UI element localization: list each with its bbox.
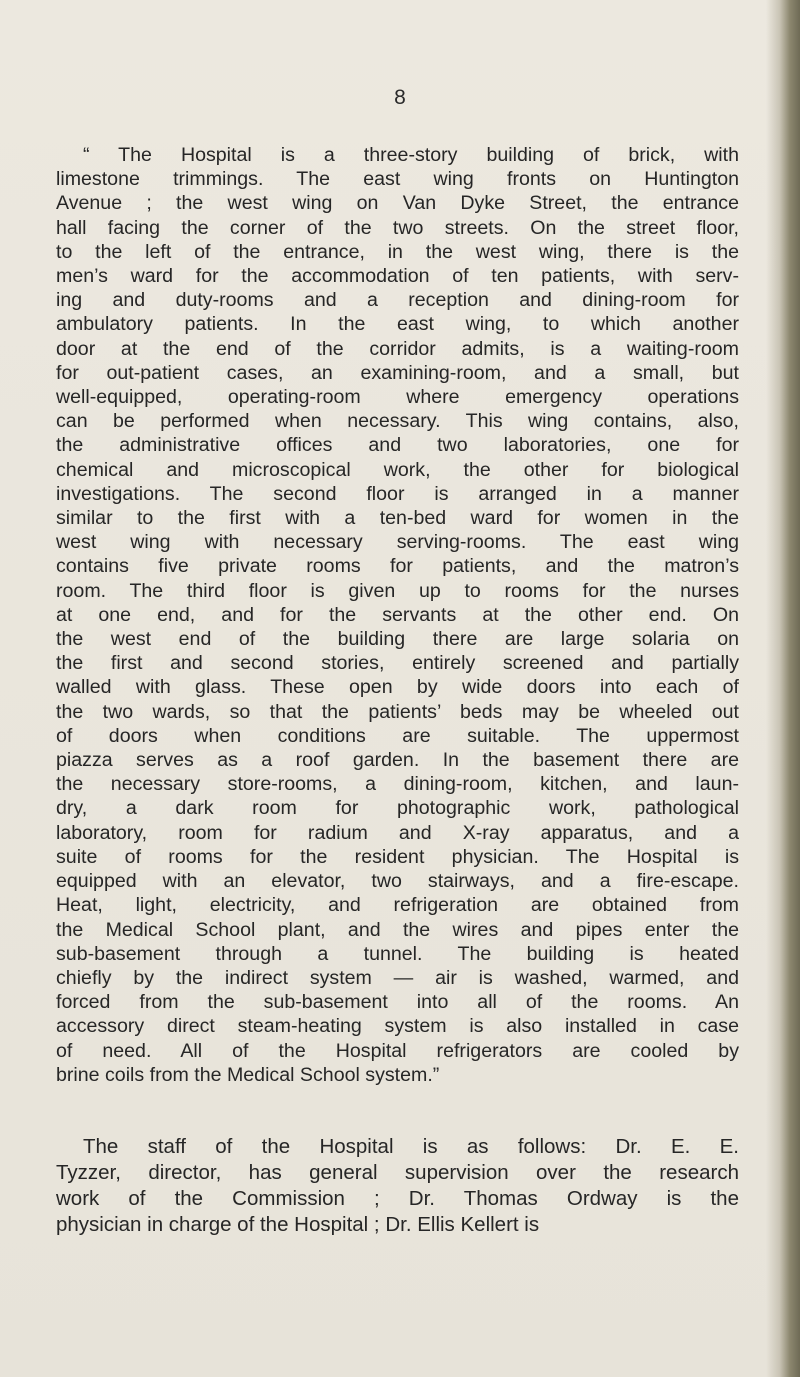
text-line: chemical and microscopical work, the other for biological: [56, 458, 739, 481]
page-number: 8: [394, 86, 406, 109]
text-line: of doors when conditions are suitable. The uppermost: [56, 724, 739, 747]
text-line: Heat, light, electricity, and refrigeration are obtained from: [56, 894, 739, 917]
text-line: brine coils from the Medical School system.”: [56, 1063, 440, 1086]
text-line: to the left of the entrance, in the west wing, there is the: [56, 240, 739, 263]
text-line: chiefly by the indirect system — air is washed, warmed, and: [56, 966, 739, 989]
text-line: the Medical School plant, and the wires and pipes enter the: [56, 918, 739, 941]
text-line: men’s ward for the accommodation of ten patients, with serv-: [56, 265, 739, 288]
text-line: dry, a dark room for photographic work, pathological: [56, 797, 739, 820]
text-line: The staff of the Hospital is as follows: Dr. E. E.: [83, 1135, 739, 1158]
text-line: sub-basement through a tunnel. The building is heated: [56, 942, 739, 965]
text-line: the administrative offices and two laboratories, one for: [56, 434, 739, 457]
text-line: room. The third floor is given up to rooms for the nurses: [56, 579, 739, 602]
page-edge-shadow: [766, 0, 800, 1377]
text-line: “ The Hospital is a three-story building of brick, with: [83, 144, 739, 166]
text-line: Tyzzer, director, has general supervision over the research: [56, 1161, 739, 1184]
text-line: for out-patient cases, an examining-room, and a small, but: [56, 361, 739, 384]
text-line: limestone trimmings. The east wing fronts on Huntington: [56, 168, 739, 191]
text-line: the first and second stories, entirely screened and partially: [56, 652, 739, 675]
text-line: Avenue ; the west wing on Van Dyke Street, the entrance: [56, 192, 739, 215]
text-line: well-equipped, operating-room where emergency operations: [56, 386, 739, 409]
text-line: laboratory, room for radium and X-ray apparatus, and a: [56, 821, 739, 844]
text-line: west wing with necessary serving-rooms. The east wing: [56, 531, 739, 554]
text-line: can be performed when necessary. This wing contains, also,: [56, 410, 739, 433]
text-line: investigations. The second floor is arranged in a manner: [56, 482, 739, 505]
text-line: the necessary store-rooms, a dining-room, kitchen, and laun-: [56, 773, 739, 796]
text-line: walled with glass. These open by wide doors into each of: [56, 676, 739, 699]
text-line: accessory direct steam-heating system is also installed in case: [56, 1015, 739, 1038]
text-line: contains five private rooms for patients, and the matron’s: [56, 555, 739, 578]
text-line: door at the end of the corridor admits, is a waiting-room: [56, 337, 739, 360]
paragraph-staff: [56, 1134, 739, 1238]
text-line: piazza serves as a roof garden. In the basement there are: [56, 749, 739, 772]
text-line: ing and duty-rooms and a reception and dining-room for: [56, 289, 739, 312]
text-line: the west end of the building there are large solaria on: [56, 628, 739, 651]
text-line: equipped with an elevator, two stairways, and a fire-escape.: [56, 870, 739, 893]
text-line: ambulatory patients. In the east wing, to which another: [56, 313, 739, 336]
text-line: of need. All of the Hospital refrigerators are cooled by: [56, 1039, 739, 1062]
text-line: similar to the first with a ten-bed ward for women in the: [56, 507, 739, 530]
text-line: at one end, and for the servants at the other end. On: [56, 603, 739, 626]
text-line: physician in charge of the Hospital ; Dr. Ellis Kellert is: [56, 1213, 540, 1236]
text-line: forced from the sub-basement into all of the rooms. An: [56, 991, 739, 1014]
text-line: work of the Commission ; Dr. Thomas Ordway is the: [56, 1187, 739, 1210]
paragraph-hospital-description: [56, 143, 739, 1087]
text-line: hall facing the corner of the two streets. On the street floor,: [56, 216, 739, 239]
text-line: the two wards, so that the patients’ beds may be wheeled out: [56, 700, 739, 723]
text-line: suite of rooms for the resident physician. The Hospital is: [56, 845, 739, 868]
